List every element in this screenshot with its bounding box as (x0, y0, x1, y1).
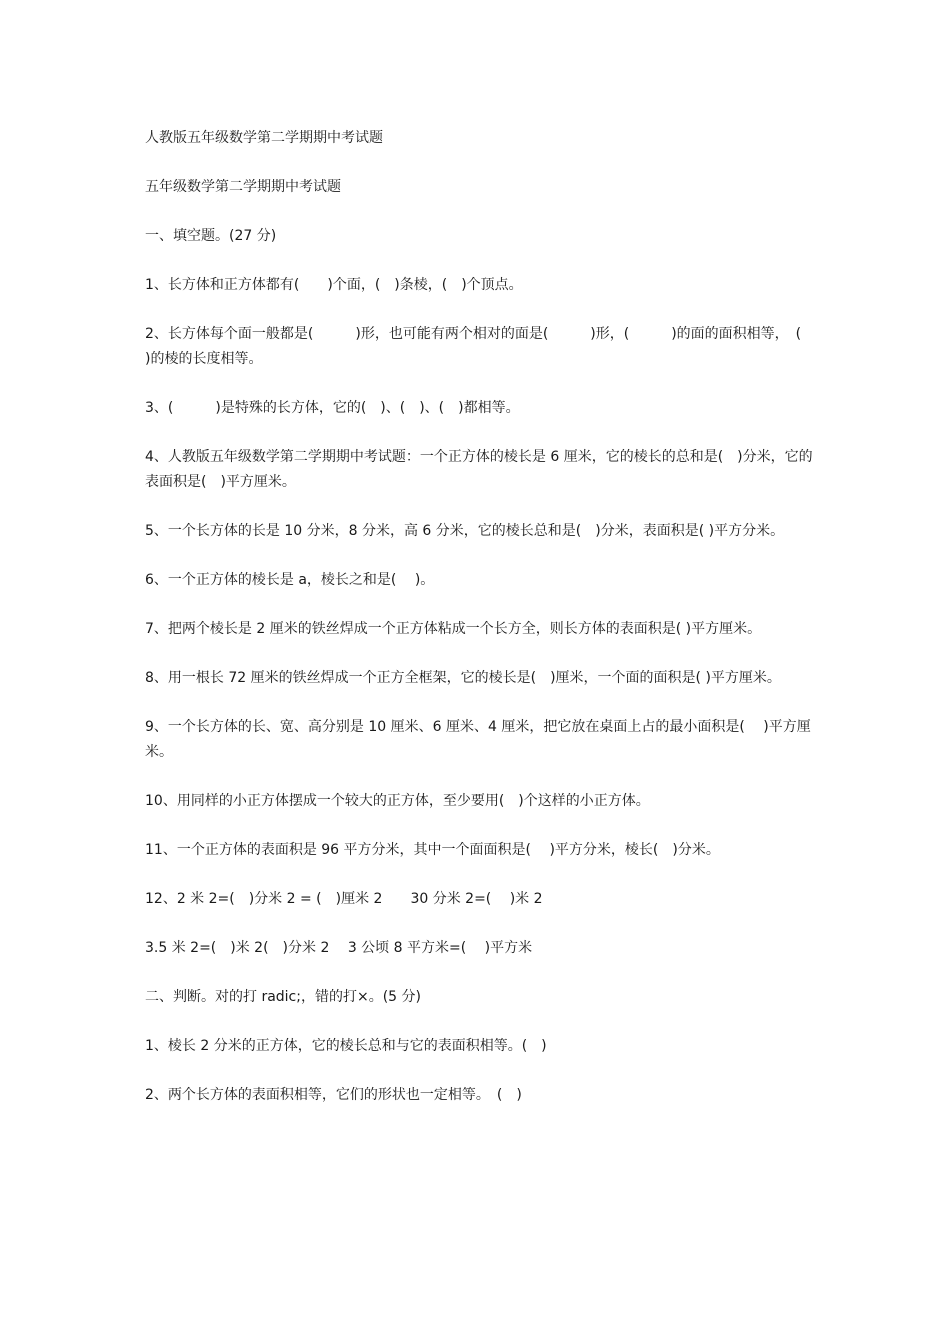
document-body (145, 126, 858, 1132)
question-5: 5、一个长方体的长是 10 分米，8 分米，高 6 分米，它的棱长总和是( )分米，表面积是( )平方分米。 (145, 523, 785, 539)
question-2: 2、长方体每个面一般都是( )形，也可能有两个相对的面是( )形，( )的面的面积相等， ( )的棱的长度相等。 (145, 326, 858, 367)
judgement-2: 2、两个长方体的表面积相等，它们的形状也一定相等。 ( ) (145, 1087, 522, 1103)
question-7: 7、把两个棱长是 2 厘米的铁丝焊成一个正方体粘成一个长方全，则长方体的表面积是( )平方厘米。 (145, 621, 762, 637)
question-11: 11、一个正方体的表面积是 96 平方分米，其中一个面面积是( )平方分米，棱长( )分米。 (145, 842, 720, 858)
question-10: 10、用同样的小正方体摆成一个较大的正方体，至少要用( )个这样的小正方体。 (145, 793, 650, 809)
question-1: 1、长方体和正方体都有( )个面，( )条棱，( )个顶点。 (145, 277, 523, 293)
question-3: 3、( )是特殊的长方体，它的( )、( )、( )都相等。 (145, 400, 520, 416)
question-9: 9、一个长方体的长、宽、高分别是 10 厘米、6 厘米、4 厘米，把它放在桌面上占的最小面积是( )平方厘米。 (145, 719, 811, 760)
section-heading-fill-in: 一、填空题。(27 分) (145, 228, 277, 244)
judgement-1: 1、棱长 2 分米的正方体，它的棱长总和与它的表面积相等。( ) (145, 1038, 547, 1054)
document-subtitle: 五年级数学第二学期期中考试题 (145, 179, 341, 195)
question-12-continued: 3.5 米 2=( )米 2( )分米 2 3 公顷 8 平方米=( )平方米 (145, 940, 533, 956)
section-heading-true-false: 二、判断。对的打 radic;，错的打×。(5 分) (145, 989, 421, 1005)
question-4: 4、人教版五年级数学第二学期期中考试题：一个正方体的棱长是 6 厘米，它的棱长的总和是( )分米，它的表面积是( )平方厘米。 (145, 449, 813, 490)
document-title: 人教版五年级数学第二学期期中考试题 (145, 130, 383, 146)
question-6: 6、一个正方体的棱长是 a，棱长之和是( )。 (145, 572, 435, 588)
question-8: 8、用一根长 72 厘米的铁丝焊成一个正方全框架，它的棱长是( )厘米，一个面的面积是( )平方厘米。 (145, 670, 781, 686)
question-12: 12、2 米 2=( )分米 2 = ( )厘米 2 30 分米 2=( )米 2 (145, 891, 543, 907)
